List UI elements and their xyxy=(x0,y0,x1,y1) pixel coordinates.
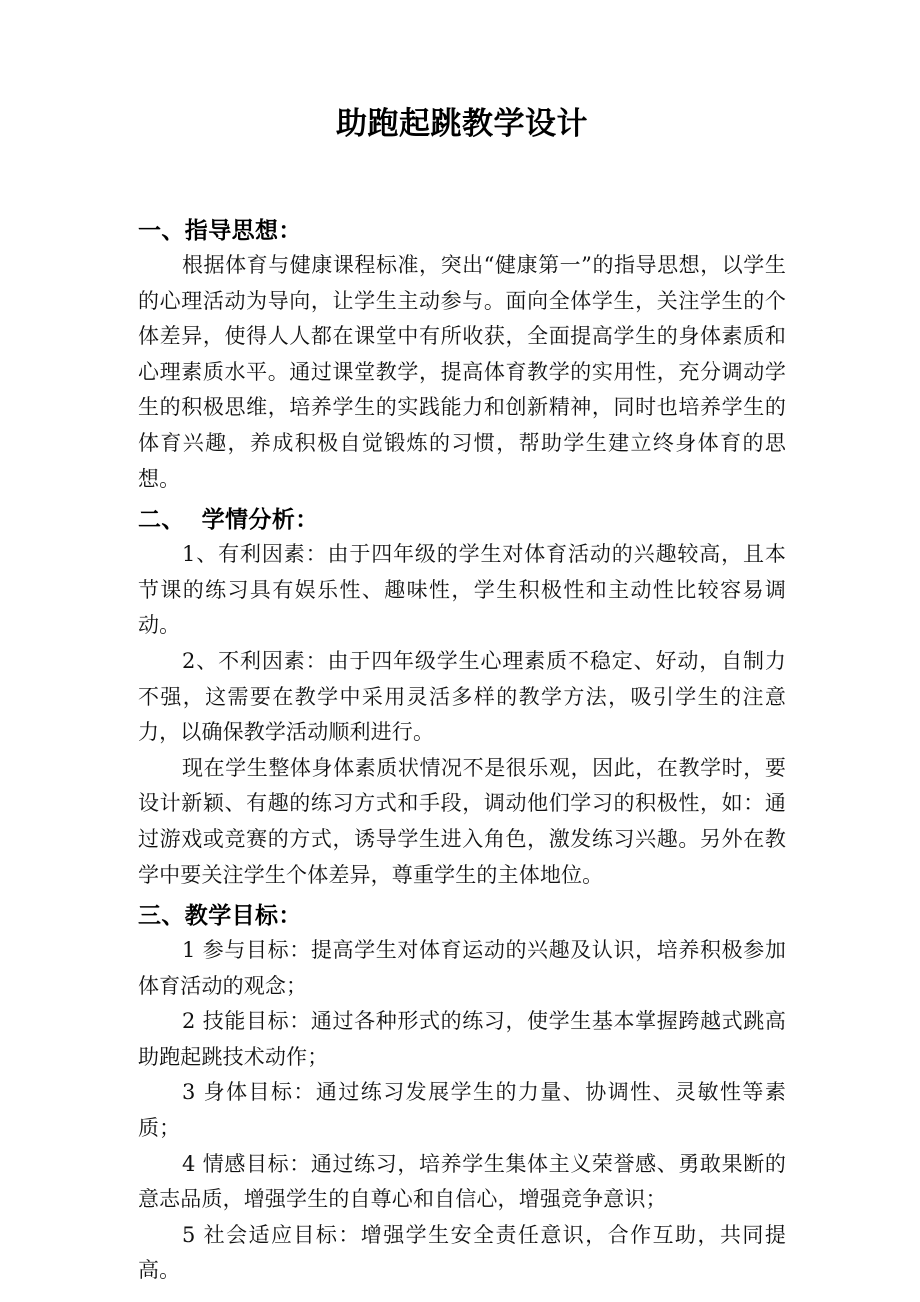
paragraph: 1 参与目标：提高学生对体育运动的兴趣及认识，培养积极参加体育活动的观念； xyxy=(138,938,786,998)
section-heading-3: 三、教学目标： xyxy=(138,903,302,930)
section-heading-2: 二、 学情分析： xyxy=(138,507,319,534)
paragraph: 3 身体目标：通过练习发展学生的力量、协调性、灵敏性等素质； xyxy=(138,1080,786,1141)
paragraph: 2 技能目标：通过各种形式的练习，使学生基本掌握跨越式跳高助跑起跳技术动作； xyxy=(138,1009,786,1069)
paragraph: 根据体育与健康课程标准，突出“健康第一”的指导思想，以学生的心理活动为导向，让学生主动参与。面向全体学生，关注学生的个体差异，使得人人都在课堂中有所收获，全面提高学生的身体素质和心理素质水平。通过课堂教学，提高体育教学的实用性，充分调动学生的积极思维，培养学生的实践能力和创新精神，同时也培养学生的体育兴趣，养成积极自觉锻炼的习惯，帮助学生建立终身体育的思想。 xyxy=(138,253,786,491)
section-guiding-ideology xyxy=(138,214,786,497)
page-title: 助跑起跳教学设计 xyxy=(336,106,588,142)
document-content xyxy=(138,0,786,1289)
paragraph: 5 社会适应目标：增强学生安全责任意识，合作互助，共同提高。 xyxy=(138,1222,786,1283)
paragraph: 1、有利因素：由于四年级的学生对体育活动的兴趣较高，且本节课的练习具有娱乐性、趣味性，学生积极性和主动性比较容易调动。 xyxy=(138,542,786,638)
section-teaching-objectives xyxy=(138,899,786,1289)
paragraph: 2、不利因素：由于四年级学生心理素质不稳定、好动，自制力不强，这需要在教学中采用灵活多样的教学方法，吸引学生的注意力，以确保教学活动顺利进行。 xyxy=(138,648,786,745)
section-heading-1: 一、指导思想： xyxy=(138,218,302,244)
paragraph: 4 情感目标：通过练习，培养学生集体主义荣誉感、勇敢果断的意志品质，增强学生的自尊心和自信心，增强竞争意识； xyxy=(138,1151,786,1212)
section-student-analysis xyxy=(138,503,786,893)
paragraph: 现在学生整体身体素质状情况不是很乐观，因此，在教学时，要设计新颖、有趣的练习方式和手段，调动他们学习的积极性，如：通过游戏或竞赛的方式，诱导学生进入角色，激发练习兴趣。另外在教学中要关注学生个体差异，尊重学生的主体地位。 xyxy=(138,755,786,887)
